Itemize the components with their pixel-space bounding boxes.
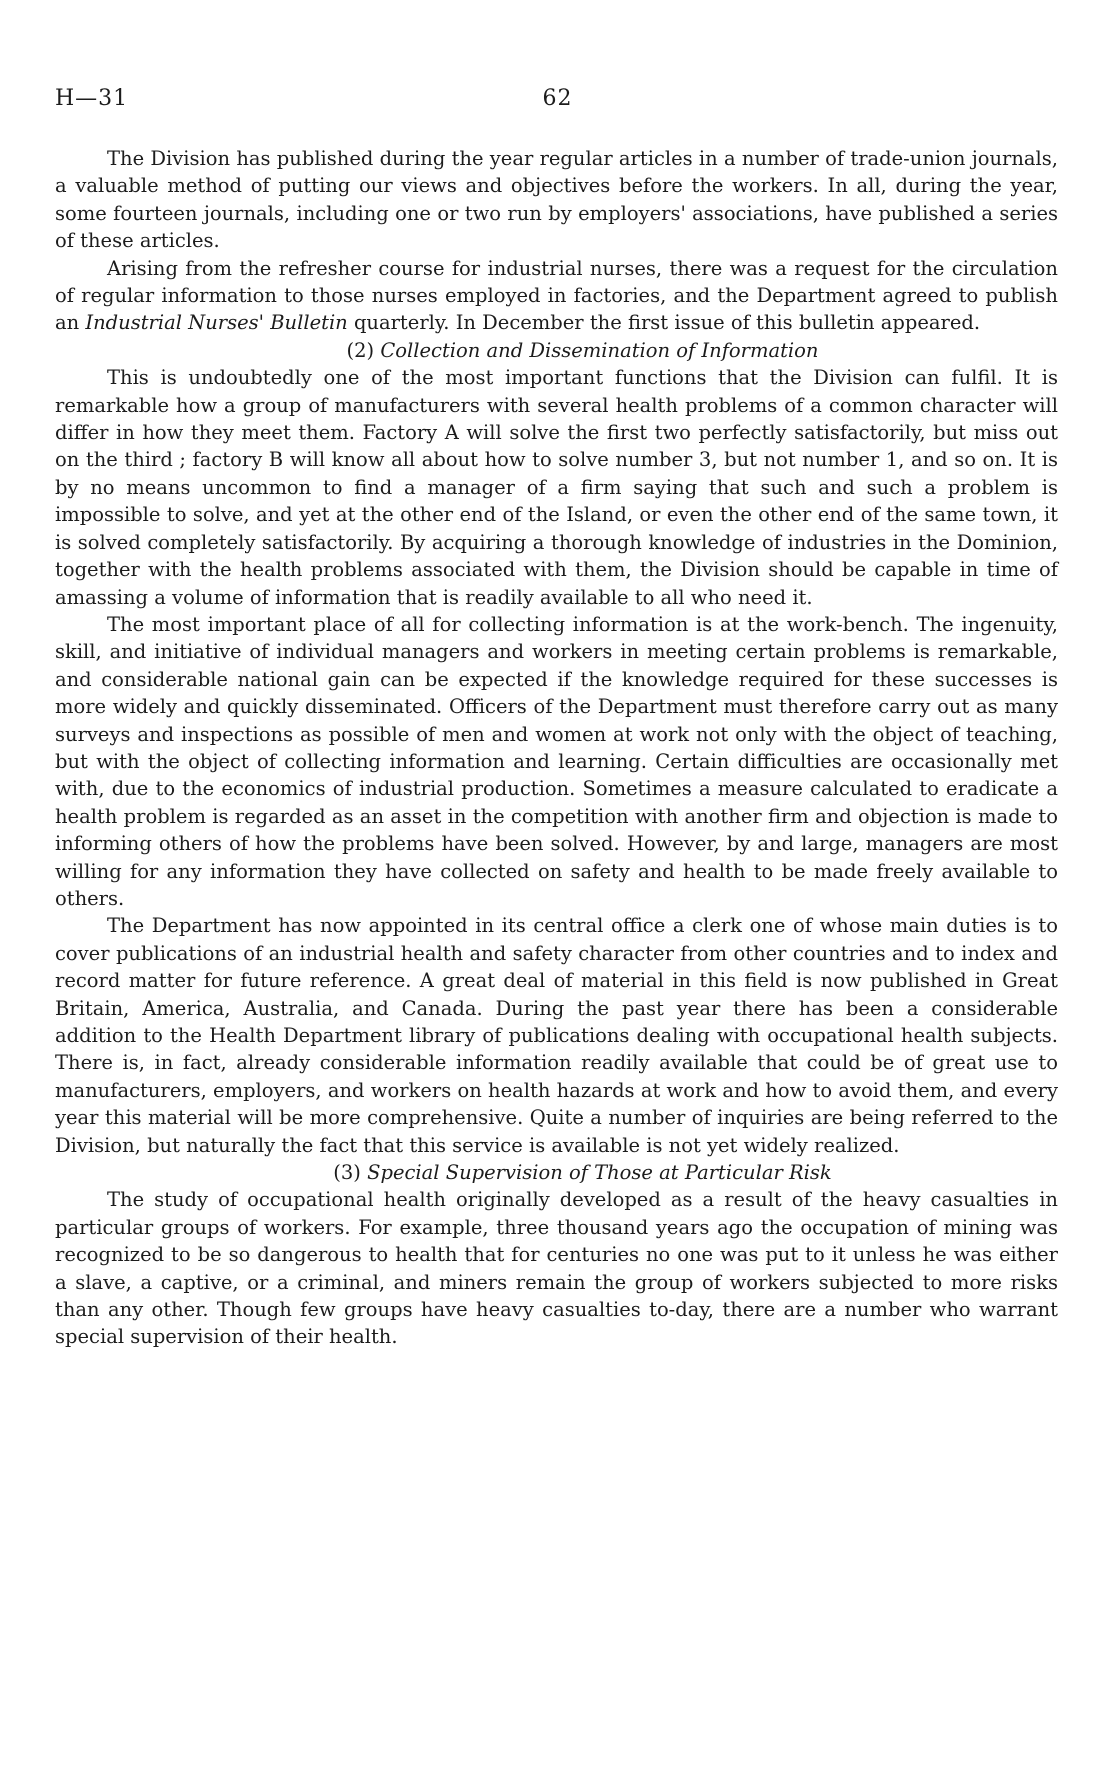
- bulletin-title: Industrial Nurses' Bulletin: [85, 311, 348, 335]
- paragraph-trade-union-journals: The Division has published during the year regular articles in a number of trade-union journals, a valuable method of putting our views and objectives before the workers. In all, during the year, some fourteen journals, including one or two run by employers' associations, have published a series of these articles.: [55, 147, 1058, 253]
- document-reference: H—31: [55, 86, 129, 111]
- paragraph-central-office-clerk: The Department has now appointed in its central office a clerk one of whose main duties is to cover publications of an industrial health and safety character from other countries and to index and record matter for future reference. A great deal of material in this field is now published in Great Britain, America, Australia, and Canada. During the past year there has been a considerable addition to the Health Department library of publications dealing with occupational health subjects. There is, in fact, already considerable information readily available that could be of great use to manufacturers, employers, and workers on health hazards at work and how to avoid them, and every year this material will be more comprehensive. Quite a number of inquiries are being referred to the Division, but naturally the fact that this service is available is not yet widely realized.: [55, 914, 1058, 1157]
- section-number: (2): [346, 338, 375, 362]
- section-heading-collection: [55, 337, 1058, 364]
- section-title: Special Supervision of Those at Particular Risk: [367, 1161, 832, 1185]
- page-body: [55, 145, 1058, 1351]
- section-title: Collection and Dissemination of Information: [380, 338, 819, 362]
- section-number: (3): [333, 1161, 361, 1185]
- paragraph-nurses-bulletin: [55, 255, 1058, 337]
- paragraph-nurses-bulletin-text-2: quarterly. In December the first issue of this bulletin appeared.: [347, 311, 981, 335]
- paragraph-important-functions: This is undoubtedly one of the most important functions that the Division can fulfil. It is remarkable how a group of manufacturers with several health problems of a common character will differ in how they meet them. Factory A will solve the first two perfectly satisfactorily, but miss out on the third ; factory B will know all about how to solve number 3, but not number 1, and so on. It is by no means uncommon to find a manager of a firm saying that such and such a problem is impossible to solve, and yet at the other end of the Island, or even the other end of the same town, it is solved completely satisfactorily. By acquiring a thorough knowledge of industries in the Dominion, together with the health problems associated with them, the Division should be capable in time of amassing a volume of information that is readily available to all who need it.: [55, 366, 1058, 609]
- page-number: 62: [542, 86, 573, 111]
- paragraph-nurses-bulletin-text-1: Arising from the refresher course for industrial nurses, there was a request for the circulation of regular information to those nurses employed in factories, and the Department agreed to publish an: [55, 256, 1058, 335]
- page-header: [55, 86, 1060, 116]
- paragraph-work-bench: The most important place of all for collecting information is at the work-bench. The ingenuity, skill, and initiative of individual managers and workers in meeting certain problems is remarkable, and considerable national gain can be expected if the knowledge required for these successes is more widely and quickly disseminated. Officers of the Department must therefore carry out as many surveys and inspections as possible of men and women at work not only with the object of teaching, but with the object of collecting information and learning. Certain difficulties are occasionally met with, due to the economics of industrial production. Sometimes a measure calculated to eradicate a health problem is regarded as an asset in the competition with another firm and objection is made to informing others of how the problems have been solved. However, by and large, managers are most willing for any information they have collected on safety and health to be made freely available to others.: [55, 612, 1058, 910]
- paragraph-occupational-health-history: The study of occupational health originally developed as a result of the heavy casualties in particular groups of workers. For example, three thousand years ago the occupation of mining was recognized to be so dangerous to health that for centuries no one was put to it unless he was either a slave, a captive, or a criminal, and miners remain the group of workers subjected to more risks than any other. Though few groups have heavy casualties to-day, there are a number who warrant special supervision of their health.: [55, 1188, 1058, 1349]
- section-heading-special-supervision: [55, 1159, 1058, 1186]
